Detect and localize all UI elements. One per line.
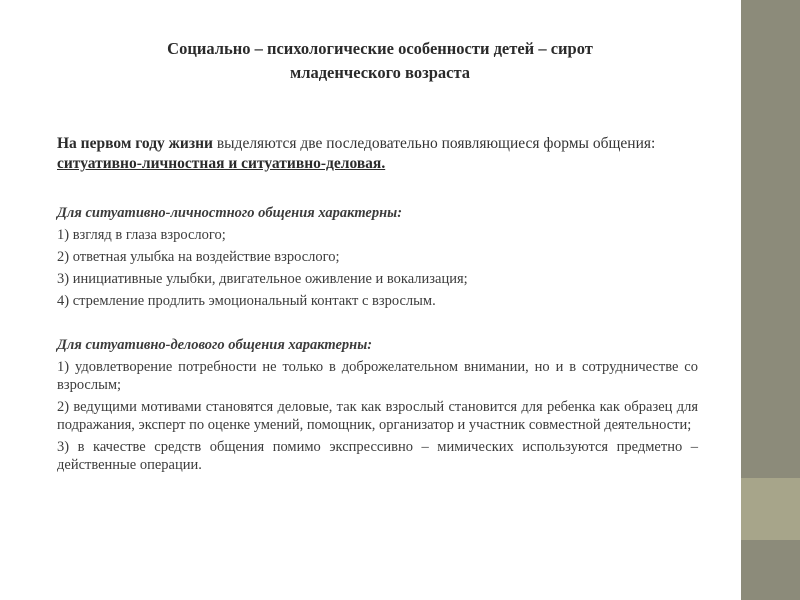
intro-bold-lead: На первом году жизни — [57, 135, 213, 152]
decorative-sidebar — [741, 0, 800, 600]
title-line-2: младенческого возраста — [289, 63, 471, 82]
section1-heading: Для ситуативно-личностного общения характерны: — [57, 205, 403, 221]
intro-text: выделяются две последовательно появляющиеся формы общения: — [212, 135, 656, 152]
section2-item-3: 3) в качестве средств общения помимо экспрессивно – мимических используются предметно – действенные операции. — [57, 439, 698, 473]
sidebar-accent-band — [741, 478, 800, 540]
section1-item-1: 1) взгляд в глаза взрослого; — [57, 227, 226, 243]
slide-title — [60, 37, 700, 85]
section1-item-4: 4) стремление продлить эмоциональный контакт с взрослым. — [57, 293, 436, 309]
section1-item-3: 3) инициативные улыбки, двигательное оживление и вокализация; — [57, 271, 468, 287]
slide-content — [57, 134, 698, 478]
intro-underlined-forms: ситуативно-личностная и ситуативно-деловая. — [57, 155, 386, 172]
section1-item-2: 2) ответная улыбка на воздействие взрослого; — [57, 249, 340, 265]
section2-heading: Для ситуативно-делового общения характерны: — [57, 337, 373, 353]
section2-item-1: 1) удовлетворение потребности не только в доброжелательном внимании, но и в сотрудничестве со взрослым; — [57, 359, 698, 393]
intro-paragraph — [57, 134, 698, 174]
section2-item-2: 2) ведущими мотивами становятся деловые, так как взрослый становится для ребенка как образец для подражания, эксперт по оценке умений, помощник, организатор и участник совместной деятельности; — [57, 399, 698, 433]
section-spacer — [57, 314, 698, 336]
title-line-1: Социально – психологические особенности детей – сирот — [167, 39, 593, 58]
